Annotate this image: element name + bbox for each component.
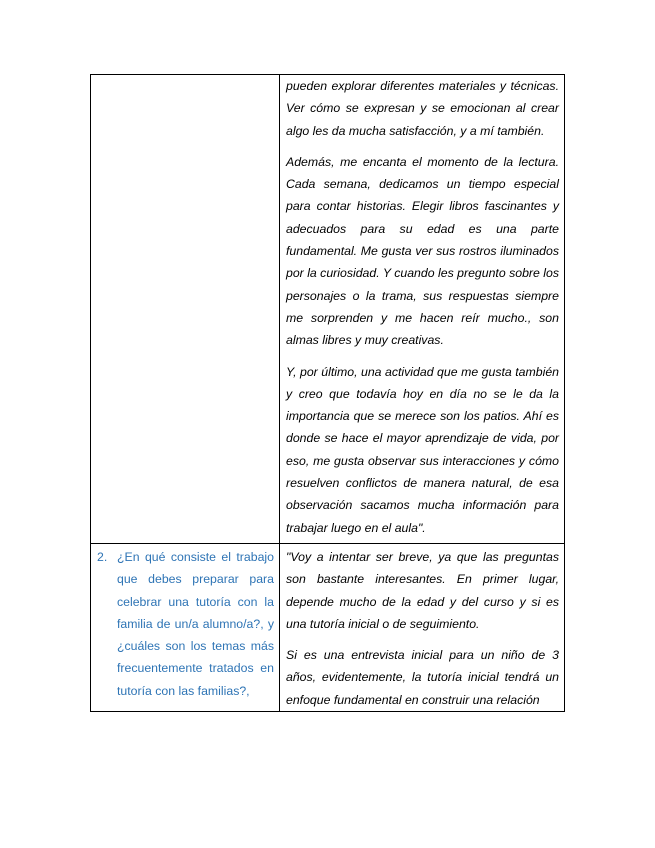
table-row [91,75,565,544]
answer-paragraph: Si es una entrevista inicial para un niño de 3 años, evidentemente, la tutoría inicial tendrá un enfoque fundamental en construir una relación [286,648,559,707]
answer-paragraph: "Voy a intentar ser breve, ya que las preguntas son bastante interesantes. En primer lugar, depende mucho de la edad y del curso y si es una tutoría inicial o de seguimiento. [286,549,559,631]
answer-cell [280,543,565,711]
table-row [91,543,565,711]
question-cell-empty [91,75,280,544]
answer-paragraph: Además, me encanta el momento de la lectura. Cada semana, dedicamos un tiempo especial para contar historias. Elegir libros fascinantes y adecuados para su edad es una parte fundamental. Me gusta ver sus rostros iluminados por la curiosidad. Y cuando les pregunto sobre los personajes o la trama, sus respuestas siempre me sorprenden y me hacen reír mucho., son almas libres y muy creativas. [286,154,559,348]
answer-cell [280,75,565,544]
answer-paragraph: Y, por último, una actividad que me gusta también y creo que todavía hoy en día no se le da la importancia que se merece son los patios. Ahí es donde se hace el mayor aprendizaje de vida, por eso, me gusta observar sus interacciones y cómo resuelven conflictos de manera natural, de esa observación sacamos mucha información para trabajar luego en el aula". [286,364,559,535]
question-text: ¿En qué consiste el trabajo que debes preparar para celebrar una tutoría con la familia de un/a alumno/a?, y ¿cuáles son los temas más frecuentemente tratados en tutoría con las familias?, [117,549,274,698]
question-number: 2. [97,549,108,564]
interview-table [90,74,565,712]
question-cell [91,543,280,711]
answer-paragraph: pueden explorar diferentes materiales y técnicas. Ver cómo se expresan y se emocionan al crear algo les da mucha satisfacción, y a mí también. [286,79,559,138]
